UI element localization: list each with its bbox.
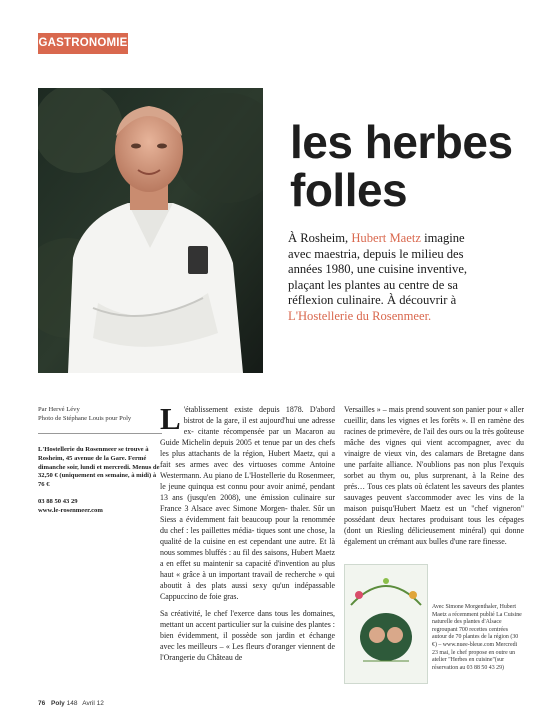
section-tag: GASTRONOMIE: [38, 33, 128, 54]
info-rule-top: [38, 433, 162, 434]
venue-info: [38, 446, 162, 516]
body-column-1: [160, 401, 335, 669]
page-number: 76: [38, 700, 46, 707]
drop-cap: L: [160, 401, 181, 436]
magazine-name: Poly: [51, 700, 65, 707]
lead-text-1: À Rosheim,: [288, 231, 352, 245]
issue-number: 148: [66, 700, 78, 707]
credit: [38, 406, 156, 424]
venue-phone: 03 88 50 43 29: [38, 497, 78, 505]
body-paragraph-1: 'établissement existe depuis 1878. D'abord bistrot de la gare, il est aujourd'hui une adresse ex- citante récompensée par un Macaron au Guide Michelin depuis 2005 et tenue par un des chefs les plus attachants de la région, Hubert Maetz, qui a fait ses armes avec des virtuoses comme Antoine Westermann. Au piano de L'Hostellerie du Rosenmeer, le jeune quinqua est connu pour avoir animé, pendant 13 ans (jusqu'en 2008), une émission culinaire sur France 3 Alsace avec Simone Morgen- thaler. Sûr un Siess a évidemment fait beaucoup pour la renommée du chef : les paillettes média- tiques sont une chose, la qualité de la cuisine en est cependant une autre. Et là nous sommes bluffés : au fil des saisons, Hubert Maetz a en effet su maintenir sa capacité d'invention au plus haut « grâce à un important travail de recherche » qui aboutit à des plats aussi sexy qu'un indépassable Cappuccino de foie gras.: [160, 405, 335, 601]
credit-photo: Photo de Stéphane Louis pour Poly: [38, 414, 132, 422]
lead-chef-name: Hubert Maetz: [351, 231, 421, 245]
title-line-2: folles: [290, 164, 408, 216]
body-paragraph-3: Versailles » – mais prend souvent son panier pour « aller cueillir, dans les vignes et les forêts ». Il en ramène des racines de primevère, de l'ail des ours ou la très goûteuse mâche des vignes qui vient accompagner, avec du vinaigre de vieux vin, des calamars de Bretagne dans une parfaite alliance. N'oublions pas non plus l'exquis sorbet au thym ou, plus surprenant, à la Reine des prés… Tous ces plats où éclatent les saveurs des plantes sauvages peuvent s'accommoder avec les vins de la maison puisqu'Hubert Maetz est un "chef vigneron" possédant deux hectares produisant tous les cépages (dont un Riesling délicieusement minéral) qui donne également un crémant aux bulles d'une rare finesse.: [344, 405, 524, 546]
book-caption: Avec Simone Morgenthaler, Hubert Maetz a récemment publié La Cuisine naturelle des plantes d'Alsace regroupant 700 recettes centrées autour de 70 plantes de la région (30 €) – www.nuee-bleue.com Mercredi 23 mai, le chef propose en outre un atelier "Herbes en cuisine"(sur réservation au 03 88 50 43 29): [432, 604, 522, 671]
article-title: [290, 118, 530, 214]
lead-paragraph: [288, 231, 488, 325]
book-cover: [344, 564, 428, 684]
body-column-2: [344, 404, 524, 553]
lead-text-2: imagine avec maestria, depuis le milieu des années 1980, une cuisine inventive, plaçant les plantes au centre de sa réflexion culinaire. À découvrir à: [288, 231, 468, 308]
venue-website: www.le-rosenmeer.com: [38, 506, 103, 514]
issue-date: Avril 12: [82, 700, 104, 707]
venue-info-text: L'Hostellerie du Rosenmeer se trouve à Rosheim, 45 avenue de la Gare. Fermé dimanche soir, lundi et mercredi. Menus de 32,50 € (uniquement en semaine, à midi) à 76 €: [38, 446, 160, 489]
page-footer: [38, 700, 104, 707]
credit-author: Par Hervé Lévy: [38, 406, 80, 413]
title-line-1: les herbes: [290, 116, 513, 168]
body-paragraph-2: Sa créativité, le chef l'exerce dans tous les domaines, mettant un accent particulier sur la cuisine des plantes : bien évidemment, il possède son jardin et échange avec les meilleurs – « Les fleurs d'oranger viennent de l'Orangerie du Château de: [160, 609, 335, 662]
lead-venue-name: L'Hostellerie du Rosenmeer.: [288, 308, 432, 323]
chef-portrait: [38, 88, 263, 373]
